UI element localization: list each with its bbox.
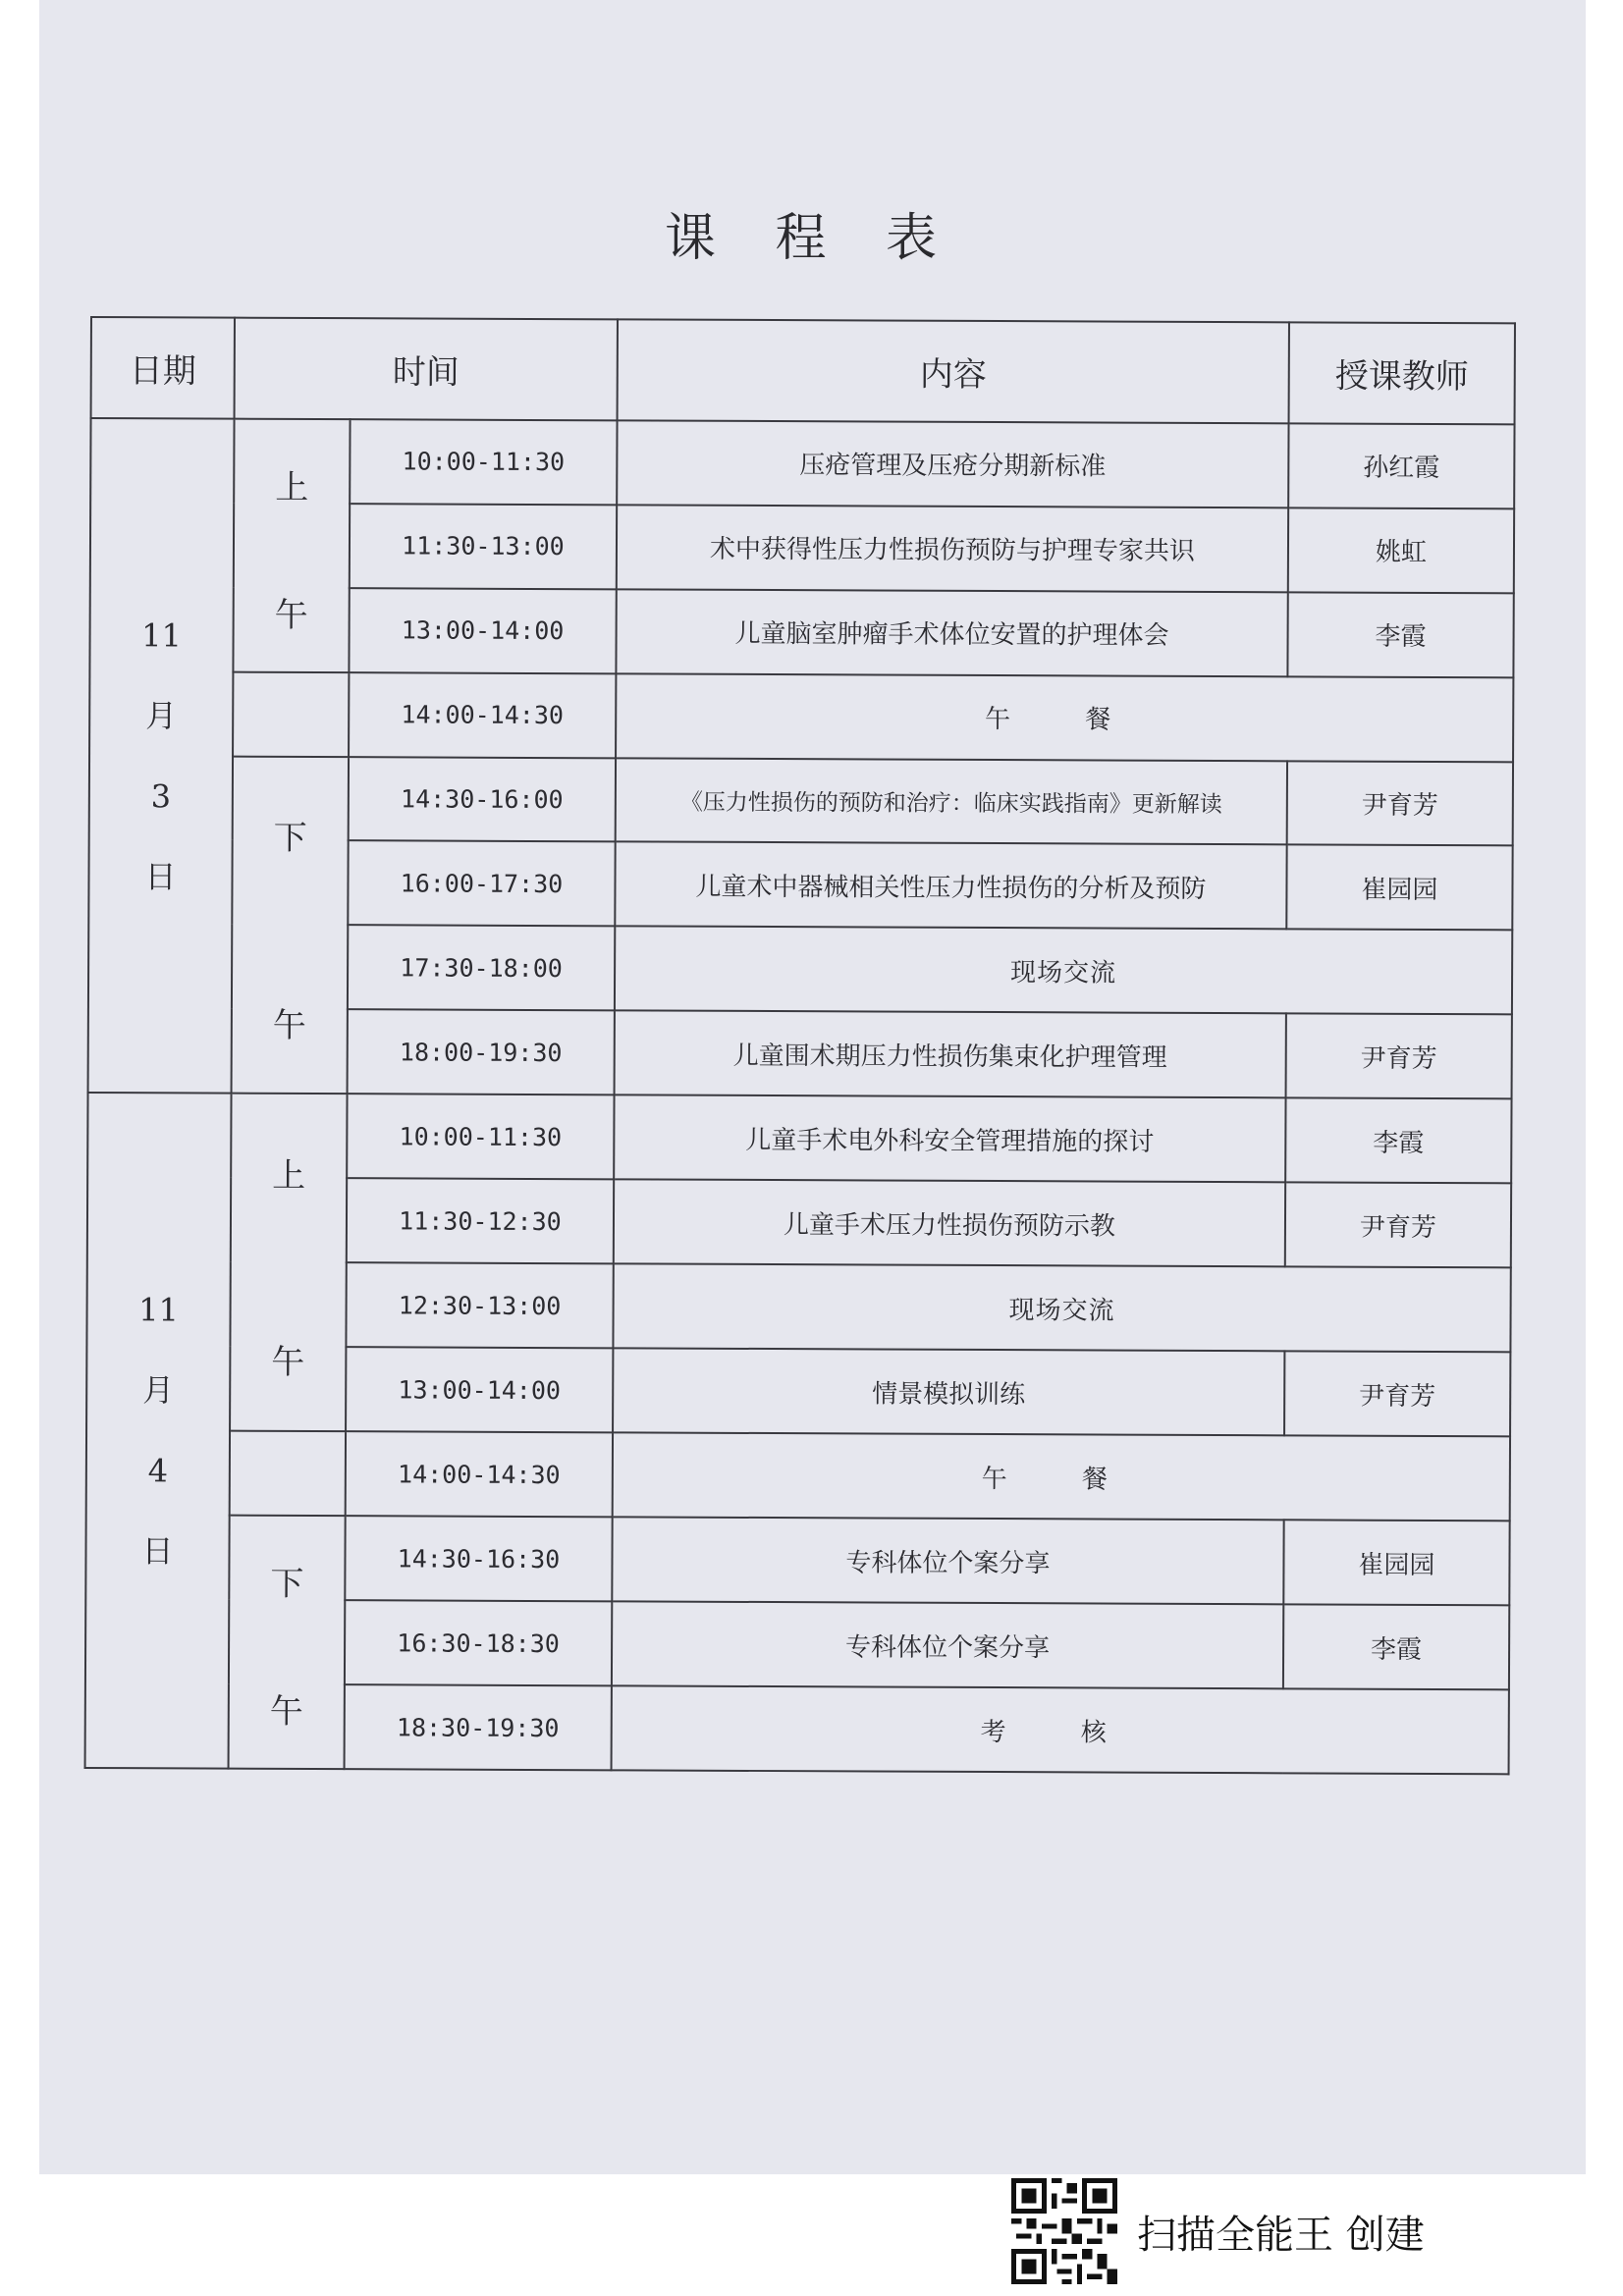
time-cell: 11:30-12:30 — [347, 1178, 614, 1263]
content-cell: 儿童围术期压力性损伤集束化护理管理 — [615, 1011, 1286, 1098]
time-cell: 10:00-11:30 — [350, 419, 617, 505]
content-cell-wide: 午 餐 — [613, 1432, 1510, 1521]
date-char: 日 — [144, 857, 177, 895]
header-row — [91, 317, 1515, 424]
period-afternoon-day2: 下 午 — [229, 1516, 346, 1769]
content-cell-wide: 午 餐 — [616, 673, 1513, 762]
content-cell: 儿童脑室肿瘤手术体位安置的护理体会 — [616, 589, 1287, 676]
qr-code-icon — [1011, 2178, 1117, 2284]
content-cell: 专科体位个案分享 — [612, 1517, 1283, 1604]
period-empty — [233, 671, 349, 756]
date-char: 月 — [142, 1371, 175, 1410]
content-cell-wide: 现场交流 — [613, 1264, 1510, 1353]
content-cell: 专科体位个案分享 — [612, 1601, 1283, 1688]
time-cell: 16:30-18:30 — [345, 1600, 612, 1685]
date-cell-day1 — [88, 418, 235, 1094]
time-cell: 14:30-16:00 — [349, 757, 616, 842]
teacher-cell: 李霞 — [1287, 592, 1513, 677]
time-cell: 18:30-19:30 — [345, 1684, 612, 1770]
content-cell: 儿童术中器械相关性压力性损伤的分析及预防 — [615, 842, 1286, 930]
teacher-cell: 尹育芳 — [1285, 1183, 1511, 1268]
date-char: 4 — [147, 1452, 169, 1490]
time-cell: 14:00-14:30 — [349, 672, 616, 758]
table-row — [86, 1430, 1510, 1521]
teacher-cell: 尹育芳 — [1286, 1014, 1512, 1099]
teacher-cell: 崔园园 — [1286, 845, 1512, 931]
header-content: 内容 — [618, 319, 1289, 423]
header-time: 时间 — [235, 318, 618, 420]
period-afternoon-day1: 下 午 — [232, 756, 349, 1094]
content-cell-wide: 现场交流 — [615, 927, 1512, 1015]
time-cell: 12:30-13:00 — [346, 1262, 613, 1348]
time-cell: 14:00-14:30 — [346, 1431, 613, 1517]
teacher-cell: 崔园园 — [1283, 1520, 1509, 1605]
table-row — [89, 671, 1513, 762]
table-row — [90, 418, 1514, 508]
header-date: 日期 — [91, 317, 235, 418]
teacher-cell: 尹育芳 — [1284, 1352, 1510, 1437]
time-cell: 13:00-14:00 — [346, 1347, 613, 1432]
time-cell: 13:00-14:00 — [349, 588, 616, 673]
teacher-cell: 姚虹 — [1288, 507, 1514, 593]
scanner-watermark — [1011, 2174, 1561, 2290]
content-cell: 儿童手术电外科安全管理措施的探讨 — [614, 1095, 1285, 1183]
table-row — [85, 1515, 1509, 1605]
header-teacher: 授课教师 — [1289, 322, 1515, 424]
content-cell: 《压力性损伤的预防和治疗：临床实践指南》更新解读 — [616, 758, 1287, 845]
content-cell: 术中获得性压力性损伤预防与护理专家共识 — [617, 505, 1288, 592]
teacher-cell: 李霞 — [1283, 1604, 1509, 1689]
time-cell: 17:30-18:00 — [348, 926, 615, 1011]
period-empty — [230, 1431, 346, 1516]
page-title: 课 程 表 — [664, 209, 959, 268]
teacher-cell: 尹育芳 — [1287, 761, 1513, 846]
time-cell: 11:30-13:00 — [350, 504, 617, 589]
date-char: 11 — [141, 615, 183, 654]
content-cell-wide: 考 核 — [612, 1685, 1509, 1774]
date-cell-day2 — [85, 1093, 232, 1768]
period-morning-day2: 上 午 — [230, 1094, 347, 1431]
content-cell: 儿童手术压力性损伤预防示教 — [614, 1180, 1285, 1267]
content-cell: 情景模拟训练 — [613, 1349, 1284, 1436]
time-cell: 14:30-16:30 — [345, 1516, 612, 1601]
time-cell: 16:00-17:30 — [348, 841, 615, 927]
date-char: 日 — [141, 1532, 174, 1571]
table-row — [89, 756, 1513, 846]
date-char: 月 — [145, 696, 178, 734]
content-cell: 压疮管理及压疮分期新标准 — [617, 420, 1288, 507]
date-char: 11 — [138, 1291, 180, 1329]
time-cell: 10:00-11:30 — [347, 1094, 614, 1179]
time-cell: 18:00-19:30 — [348, 1010, 615, 1095]
table-row — [87, 1093, 1511, 1183]
date-char: 3 — [150, 776, 172, 815]
teacher-cell: 孙红霞 — [1288, 423, 1514, 508]
scanner-credit-text: 扫描全能王 创建 — [1137, 2213, 1425, 2258]
teacher-cell: 李霞 — [1285, 1098, 1511, 1184]
schedule-table — [84, 316, 1516, 1775]
period-morning-day1: 上 午 — [233, 418, 350, 671]
